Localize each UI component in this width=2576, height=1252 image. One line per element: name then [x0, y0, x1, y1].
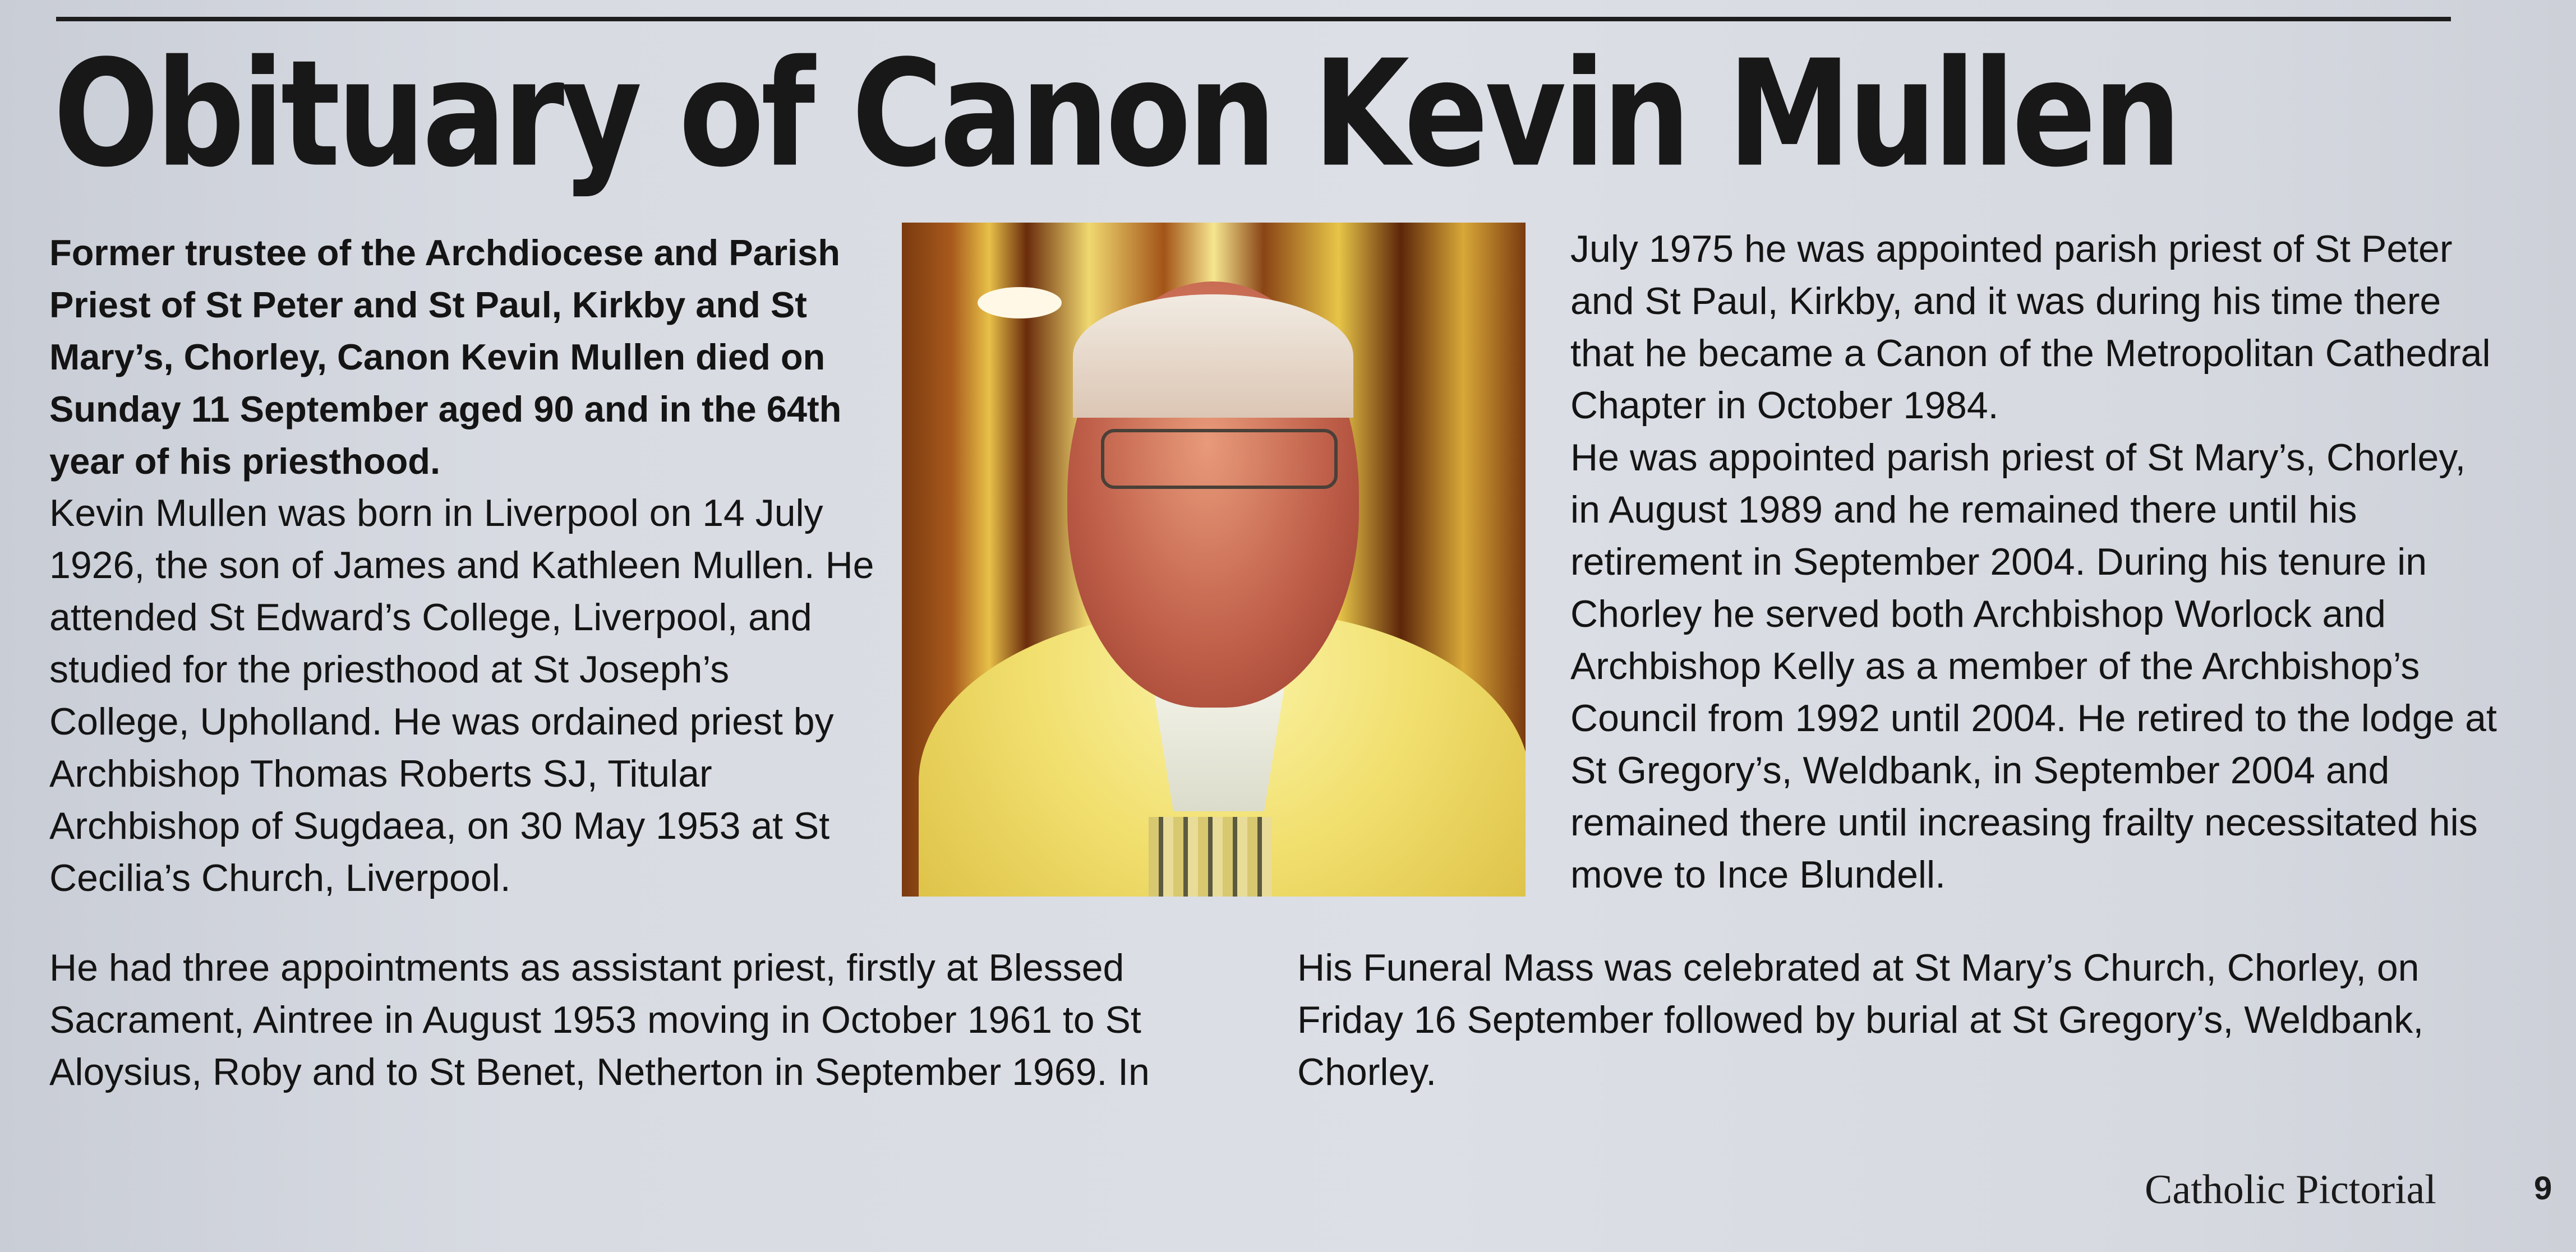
top-rule — [56, 17, 2451, 21]
headline: Obituary of Canon Kevin Mullen — [53, 29, 2178, 200]
glasses-icon — [1101, 429, 1338, 489]
body-paragraph-chorley: He was appointed parish priest of St Mary’s, Chorley, in August 1989 and he remained there until his retirement in September 2004. During his tenure in Chorley he served both Archbishop Worlock and Archbishop Kelly as a member of the Archbishop’s Council from 1992 until 2004. He retired to the lodge at St Gregory’s, Weldbank, in September 2004 and remained there until increasing frailty necessitated his move to Ince Blundell. — [1570, 436, 2497, 896]
left-column — [49, 227, 879, 904]
body-paragraph-early-life: Kevin Mullen was born in Liverpool on 14 July 1926, the son of James and Kathleen Mullen. He attended St Edward’s College, Liverpool, and studied for the priesthood at St Joseph’s College, Upholland. He was ordained priest by Archbishop Thomas Roberts SJ, Titular Archbishop of Sugdaea, on 30 May 1953 at St Cecilia’s Church, Liverpool. — [49, 492, 874, 899]
vestment-embroidery — [1149, 817, 1272, 897]
right-column — [1570, 223, 2501, 901]
body-paragraph-assistant-priest: He had three appointments as assistant priest, firstly at Blessed Sacrament, Aintree in August 1953 moving in October 1961 to St Aloysius, Roby and to St Benet, Netherton in September 1969. In — [49, 946, 1150, 1093]
page-number: 9 — [2534, 1170, 2552, 1207]
portrait-photo — [902, 223, 1526, 897]
body-paragraph-funeral: His Funeral Mass was celebrated at St Mary’s Church, Chorley, on Friday 16 September followed by burial at St Gregory’s, Weldbank, Chorley. — [1297, 946, 2424, 1093]
lead-paragraph: Former trustee of the Archdiocese and Parish Priest of St Peter and St Paul, Kirkby and St Mary’s, Chorley, Canon Kevin Mullen died on Sunday 11 September aged 90 and in the 64th year of his priesthood. — [49, 232, 842, 482]
publication-name: Catholic Pictorial — [2145, 1167, 2436, 1213]
body-paragraph-kirkby: July 1975 he was appointed parish priest of St Peter and St Paul, Kirkby, and it was during his time there that he became a Canon of the Metropolitan Cathedral Chapter in October 1984. — [1570, 228, 2491, 427]
hair — [1073, 294, 1353, 418]
ceiling-lamp — [978, 287, 1062, 318]
